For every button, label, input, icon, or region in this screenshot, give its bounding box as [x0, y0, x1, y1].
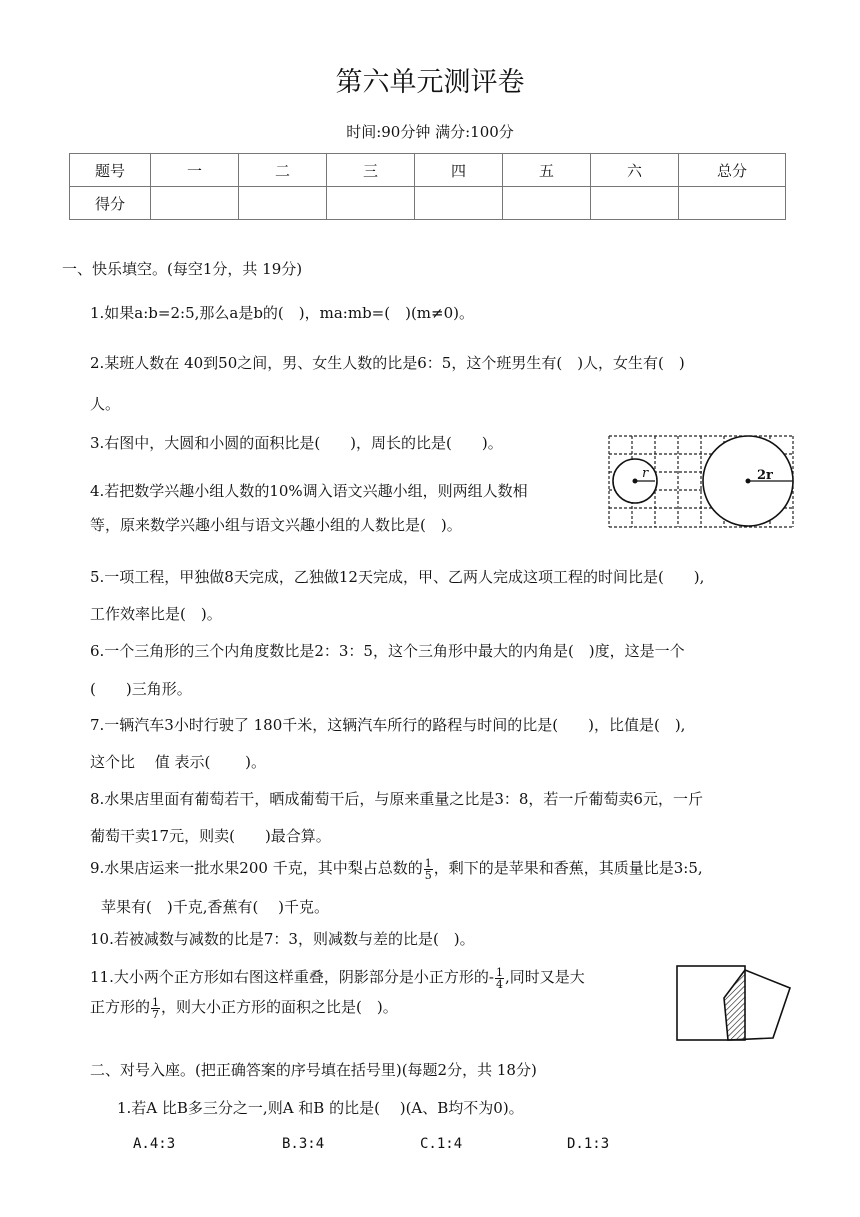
score-cell[interactable] — [239, 187, 327, 220]
option-d[interactable]: D.1:3 — [567, 1136, 610, 1152]
table-header-cell: 三 — [327, 154, 415, 187]
table-header-cell: 一 — [151, 154, 239, 187]
score-cell[interactable] — [415, 187, 503, 220]
question-1-9-text-b: ，剩下的是苹果和香蕉，其质量比是3:5, — [433, 859, 703, 877]
table-row — [70, 154, 786, 187]
table-header-cell: 总分 — [679, 154, 786, 187]
question-1-6-line1: 6.一个三角形的三个内角度数比是2：3：5，这个三角形中最大的内角是( )度，这是一个 — [90, 642, 685, 660]
score-cell[interactable] — [327, 187, 415, 220]
question-1-11-line2 — [90, 996, 398, 1020]
section-1-title: 一、快乐填空。(每空1分，共 19分) — [62, 260, 303, 278]
big-radius-label: 2r — [757, 468, 773, 483]
question-2-1: 1.若A 比B多三分之一,则A 和B 的比是( )(A、B均不为0)。 — [117, 1099, 524, 1117]
question-1-5-line1: 5.一项工程，甲独做8天完成，乙独做12天完成，甲、乙两人完成这项工程的时间比是( ), — [90, 568, 705, 586]
score-cell[interactable] — [151, 187, 239, 220]
option-b[interactable]: B.3:4 — [282, 1136, 325, 1152]
question-1-4-line2: 等，原来数学兴趣小组与语文兴趣小组的人数比是( )。 — [90, 516, 462, 534]
circles-figure — [607, 434, 795, 530]
score-cell[interactable] — [503, 187, 591, 220]
question-1-9-line1 — [90, 857, 703, 881]
fraction: $\frac{1}{7}$ — [152, 995, 160, 1021]
score-cell[interactable] — [591, 187, 679, 220]
exam-info: 时间:90分钟 满分:100分 — [346, 123, 514, 141]
table-header-cell: 五 — [503, 154, 591, 187]
question-1-6-line2: ( )三角形。 — [90, 680, 192, 698]
score-row-label: 得分 — [70, 187, 151, 220]
table-header-cell: 四 — [415, 154, 503, 187]
score-table — [69, 153, 786, 220]
option-c[interactable]: C.1:4 — [420, 1136, 463, 1152]
question-1-7-line2: 这个比 值 表示( )。 — [90, 753, 267, 771]
table-header-cell: 题号 — [70, 154, 151, 187]
question-1-5-line2: 工作效率比是( )。 — [90, 605, 222, 623]
question-1-9-text-a: 9.水果店运来一批水果200 千克，其中梨占总数的 — [90, 859, 423, 877]
question-1-4-line1: 4.若把数学兴趣小组人数的10%调入语文兴趣小组，则两组人数相 — [90, 482, 528, 500]
question-1-11-line1 — [90, 966, 585, 990]
option-a[interactable]: A.4:3 — [133, 1136, 176, 1152]
table-header-cell: 六 — [591, 154, 679, 187]
fraction: $\frac{1}{4}$ — [495, 965, 503, 991]
question-1-11-text-c: 正方形的 — [90, 998, 151, 1016]
question-1-11-text-d: ，则大小正方形的面积之比是( )。 — [161, 998, 398, 1016]
question-1-2-line1: 2.某班人数在 40到50之间，男、女生人数的比是6：5，这个班男生有( )人，女生有( ) — [90, 354, 685, 372]
table-row — [70, 187, 786, 220]
small-radius-label: r — [642, 466, 649, 481]
question-1-11-text-b: ,同时又是大 — [504, 968, 585, 986]
question-1-11-text-a: 11.大小两个正方形如右图这样重叠，阴影部分是小正方形的- — [90, 968, 494, 986]
score-cell[interactable] — [679, 187, 786, 220]
question-1-10: 10.若被减数与减数的比是7：3，则减数与差的比是( )。 — [90, 930, 475, 948]
squares-figure — [672, 962, 798, 1044]
question-1-1: 1.如果a:b=2:5,那么a是b的( )，ma:mb=( )(m≠0)。 — [90, 304, 474, 322]
question-1-7-line1: 7.一辆汽车3小时行驶了 180千米，这辆汽车所行的路程与时间的比是( )，比值是( ), — [90, 716, 686, 734]
section-2-title: 二、对号入座。(把正确答案的序号填在括号里)(每题2分，共 18分) — [90, 1061, 537, 1079]
question-1-9-line2: 苹果有( )千克,香蕉有( )千克。 — [101, 898, 329, 916]
question-1-3: 3.右图中，大圆和小圆的面积比是( )，周长的比是( )。 — [90, 434, 503, 452]
question-1-8-line2: 葡萄干卖17元，则卖( )最合算。 — [90, 827, 331, 845]
page-title: 第六单元测评卷 — [335, 67, 525, 98]
table-header-cell: 二 — [239, 154, 327, 187]
question-1-2-line2: 人。 — [90, 395, 121, 413]
fraction: $\frac{1}{5}$ — [424, 856, 432, 882]
question-1-8-line1: 8.水果店里面有葡萄若干，晒成葡萄干后，与原来重量之比是3：8，若一斤葡萄卖6元，一斤 — [90, 790, 703, 808]
